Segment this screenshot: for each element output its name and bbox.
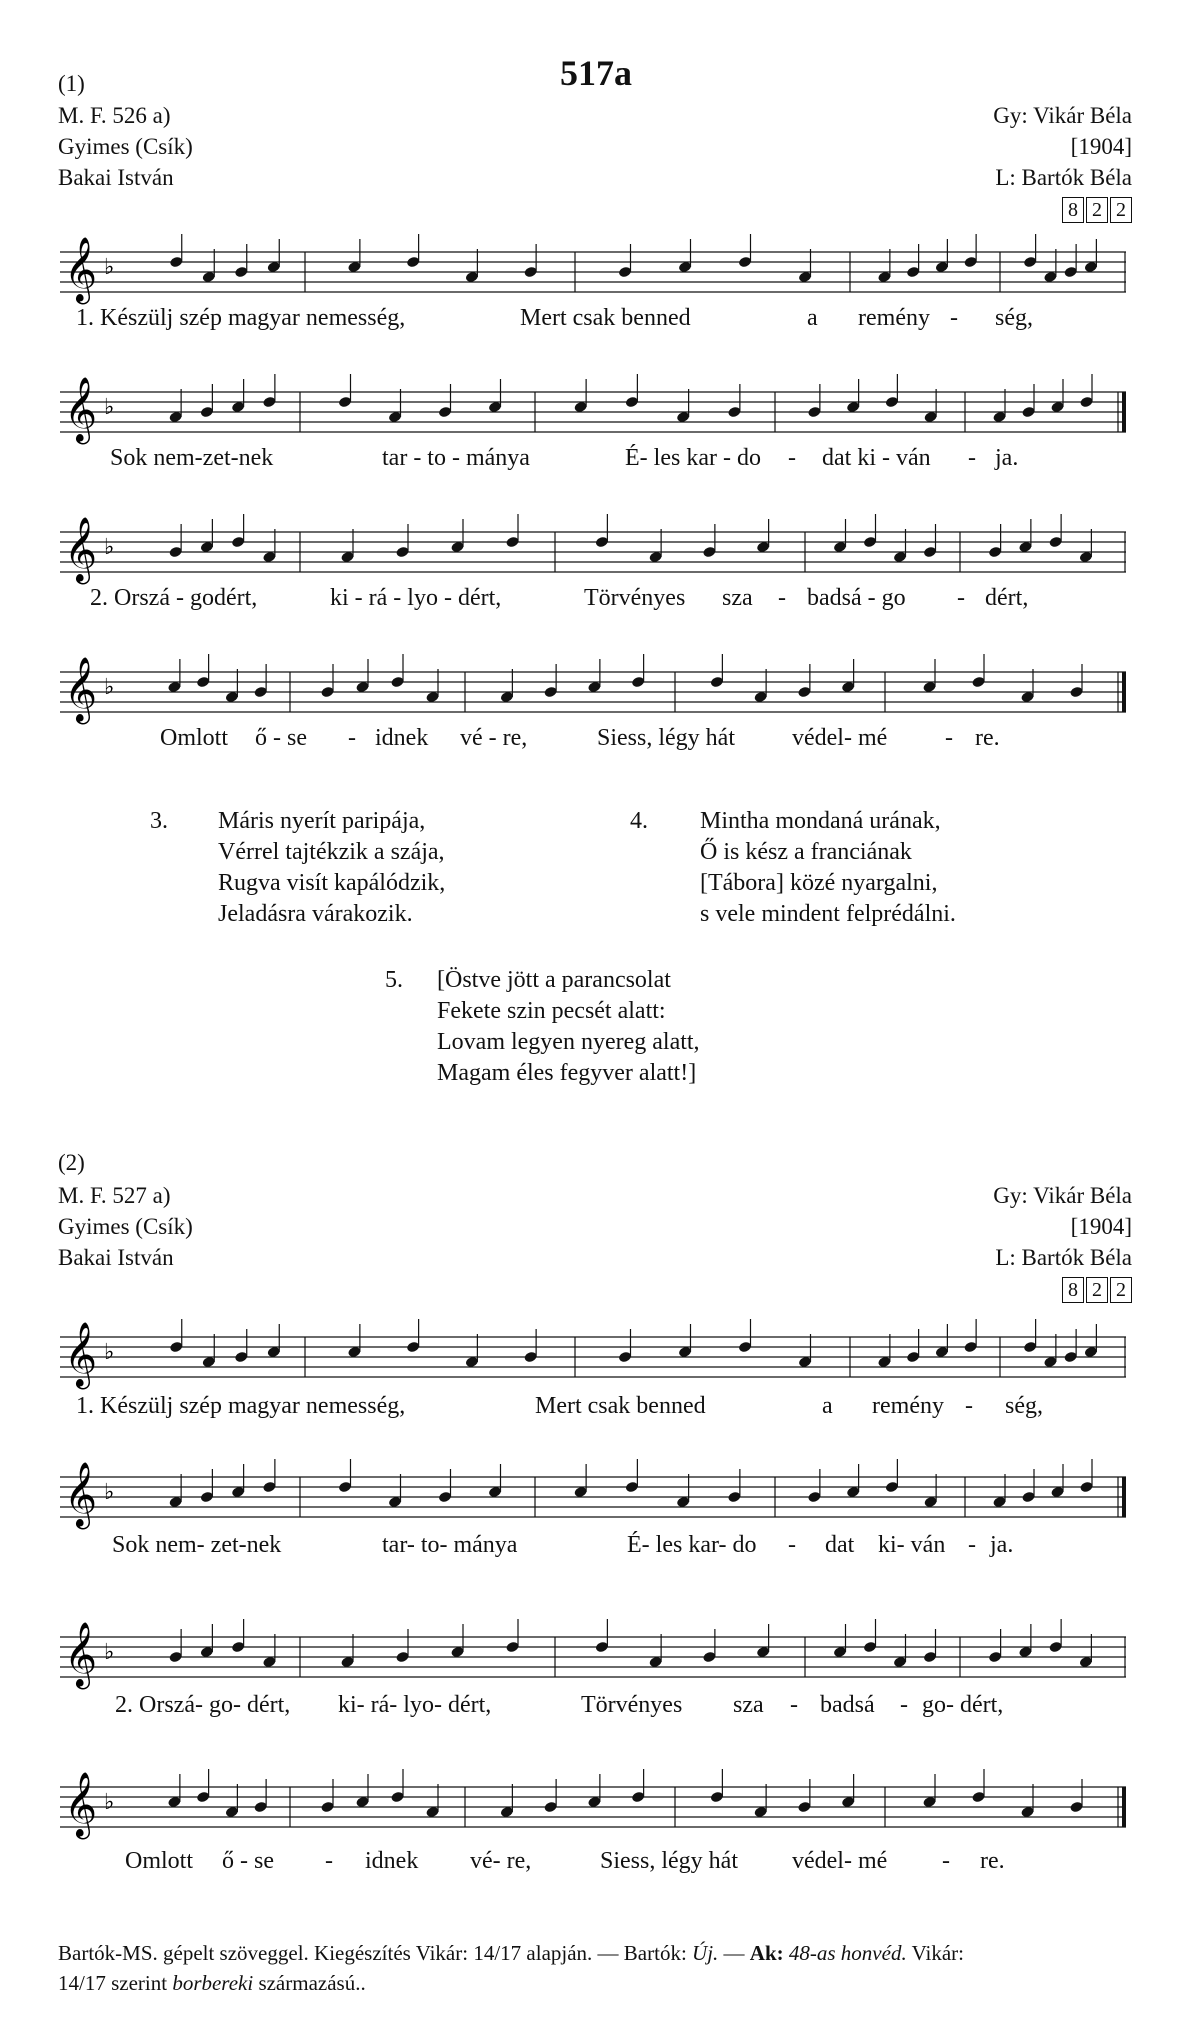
lyric-text: ja. xyxy=(995,445,1019,471)
flat-icon: ♭ xyxy=(104,675,115,700)
music-staff xyxy=(60,372,1126,452)
lyric-text: - xyxy=(778,585,786,611)
lyric-text: remény xyxy=(858,305,930,331)
verse-line: s vele mindent felprédálni. xyxy=(700,901,956,927)
lyric-text: - xyxy=(790,1692,798,1718)
lyric-text: - xyxy=(900,1692,908,1718)
treble-clef-icon: 𝄞 xyxy=(64,1322,98,1387)
lyric-line xyxy=(0,1848,1200,1878)
lyric-text: Omlott xyxy=(125,1848,194,1874)
lyric-text: Törvényes xyxy=(581,1692,683,1718)
lyric-text: ség, xyxy=(1005,1393,1043,1419)
lyric-text: - xyxy=(348,725,356,751)
lyric-text: re. xyxy=(975,725,1000,751)
lyric-text: É- les kar- do xyxy=(627,1532,757,1558)
lyric-text: Siess, légy hát xyxy=(597,725,735,751)
music-staff xyxy=(60,512,1126,592)
rhythm-boxes xyxy=(1062,197,1132,223)
lyric-text: - xyxy=(788,1532,796,1558)
rhythm-box: 8 xyxy=(1062,197,1084,223)
lyric-text: ki- rá- lyo- dért, xyxy=(338,1692,492,1718)
verse-number: 4. xyxy=(630,808,648,834)
rhythm-boxes xyxy=(1062,1277,1132,1303)
verse-line: Magam éles fegyver alatt!] xyxy=(437,1060,697,1086)
flat-icon: ♭ xyxy=(104,255,115,280)
song-number: 517a xyxy=(560,53,632,93)
treble-clef-icon: 𝄞 xyxy=(64,657,98,722)
version1-header-right xyxy=(993,100,1132,224)
flat-icon: ♭ xyxy=(104,1640,115,1665)
collector: Gy: Vikár Béla xyxy=(993,103,1132,128)
lyric-text: védel- mé xyxy=(792,725,888,751)
footnote-italic: Új. xyxy=(692,1941,719,1965)
flat-icon: ♭ xyxy=(104,1340,115,1365)
lyric-text: - xyxy=(965,1393,973,1419)
lyric-text: Omlott xyxy=(160,725,229,751)
rhythm-box: 8 xyxy=(1062,1277,1084,1303)
footnote-text: származású.. xyxy=(253,1971,366,1995)
music-staff xyxy=(60,1457,1126,1537)
lyric-text: Törvényes xyxy=(584,585,686,611)
footnote-bold: Ak: xyxy=(749,1941,784,1965)
rhythm-box: 2 xyxy=(1110,197,1132,223)
lyric-line xyxy=(0,445,1200,475)
lyric-text: vé- re, xyxy=(470,1848,532,1874)
verse-line: [Östve jött a parancsolat xyxy=(437,967,671,993)
catalog-number: M. F. 526 a) xyxy=(58,103,171,128)
verse-line: Rugva visít kapálódzik, xyxy=(218,870,446,896)
lyric-text: 2. Orszá - godért, xyxy=(90,585,258,611)
flat-icon: ♭ xyxy=(104,1790,115,1815)
lyric-text: a xyxy=(807,305,818,331)
verse-number: 3. xyxy=(150,808,168,834)
footnote-italic: 48-as honvéd. xyxy=(788,1941,907,1965)
lyric-text: ő - se xyxy=(255,725,307,751)
lyric-text: Mert csak benned xyxy=(520,305,691,331)
location: Gyimes (Csík) xyxy=(58,134,193,159)
lyric-text: idnek xyxy=(375,725,429,751)
lyric-text: badsá xyxy=(820,1692,875,1718)
lyric-text: dat ki - ván xyxy=(822,445,931,471)
version1-header-left xyxy=(58,100,193,193)
verse-5 xyxy=(437,965,700,1089)
version2-label: (2) xyxy=(58,1150,85,1175)
lyric-text: tar - to - mánya xyxy=(382,445,530,471)
lyric-text: É- les kar - do xyxy=(625,445,761,471)
transcriber: L: Bartók Béla xyxy=(995,165,1132,190)
lyric-text: 1. Készülj szép magyar nemesség, xyxy=(76,305,406,331)
transcriber: L: Bartók Béla xyxy=(995,1245,1132,1270)
footnote-text: — xyxy=(718,1941,750,1965)
lyric-text: ség, xyxy=(995,305,1033,331)
lyric-text: védel- mé xyxy=(792,1848,888,1874)
lyric-text: tar- to- mánya xyxy=(382,1532,518,1558)
lyric-line xyxy=(0,725,1200,755)
lyric-text: - xyxy=(942,1848,950,1874)
performer: Bakai István xyxy=(58,165,174,190)
lyric-text: remény xyxy=(872,1393,944,1419)
year: [1904] xyxy=(1070,134,1132,159)
verse-number: 5. xyxy=(385,967,403,993)
lyric-text: - xyxy=(968,445,976,471)
catalog-number: M. F. 527 a) xyxy=(58,1183,171,1208)
lyric-text: Siess, légy hát xyxy=(600,1848,738,1874)
rhythm-box: 2 xyxy=(1086,197,1108,223)
footnote-text: Vikár: xyxy=(906,1941,964,1965)
lyric-text: a xyxy=(822,1393,833,1419)
verse-line: Lovam legyen nyereg alatt, xyxy=(437,1029,700,1055)
footnote-text: Bartók-MS. gépelt szöveggel. Kiegészítés Vikár: 14/17 alapján. — Bartók: xyxy=(58,1941,693,1965)
treble-clef-icon: 𝄞 xyxy=(64,237,98,302)
rhythm-box: 2 xyxy=(1110,1277,1132,1303)
lyric-line xyxy=(0,305,1200,335)
flat-icon: ♭ xyxy=(104,395,115,420)
lyric-text: idnek xyxy=(365,1848,419,1874)
flat-icon: ♭ xyxy=(104,1480,115,1505)
lyric-text: - xyxy=(957,585,965,611)
lyric-text: - xyxy=(950,305,958,331)
lyric-text: - xyxy=(325,1848,333,1874)
verse-4 xyxy=(700,806,956,930)
verse-line: Ő is kész a franciának xyxy=(700,839,912,865)
lyric-text: sza xyxy=(722,585,753,611)
treble-clef-icon: 𝄞 xyxy=(64,517,98,582)
music-staff xyxy=(60,652,1126,732)
verse-line: Fekete szin pecsét alatt: xyxy=(437,998,666,1024)
performer: Bakai István xyxy=(58,1245,174,1270)
lyric-text: 1. Készülj szép magyar nemesség, xyxy=(76,1393,406,1419)
lyric-text: re. xyxy=(980,1848,1005,1874)
lyric-text: Sok nem-zet-nek xyxy=(110,445,274,471)
lyric-line xyxy=(0,585,1200,615)
music-staff xyxy=(60,232,1126,312)
lyric-text: Sok nem- zet-nek xyxy=(112,1532,282,1558)
year: [1904] xyxy=(1070,1214,1132,1239)
version2-header-left xyxy=(58,1180,193,1273)
verse-line: [Tábora] közé nyargalni, xyxy=(700,870,938,896)
footnote-text: 14/17 szerint xyxy=(58,1971,173,1995)
location: Gyimes (Csík) xyxy=(58,1214,193,1239)
music-staff xyxy=(60,1617,1126,1697)
lyric-text: - xyxy=(945,725,953,751)
music-staff xyxy=(60,1767,1126,1847)
lyric-line xyxy=(0,1393,1200,1423)
version1-label: (1) xyxy=(58,71,85,96)
flat-icon: ♭ xyxy=(104,535,115,560)
footnote-italic: borbereki xyxy=(172,1971,254,1995)
version2-header-right xyxy=(993,1180,1132,1304)
lyric-text: ki- ván xyxy=(878,1532,946,1558)
lyric-text: badsá - go xyxy=(807,585,906,611)
lyric-text: dért, xyxy=(985,585,1029,611)
lyric-text: ja. xyxy=(990,1532,1014,1558)
verse-line: Mintha mondaná urának, xyxy=(700,808,941,834)
treble-clef-icon: 𝄞 xyxy=(64,1622,98,1687)
lyric-line xyxy=(0,1532,1200,1562)
collector: Gy: Vikár Béla xyxy=(993,1183,1132,1208)
verse-3 xyxy=(218,806,445,930)
music-staff xyxy=(60,1317,1126,1397)
treble-clef-icon: 𝄞 xyxy=(64,1462,98,1527)
lyric-text: vé - re, xyxy=(460,725,528,751)
lyric-text: dat xyxy=(825,1532,855,1558)
lyric-text: go- dért, xyxy=(922,1692,1004,1718)
lyric-text: ő - se xyxy=(222,1848,274,1874)
lyric-line xyxy=(0,1692,1200,1722)
lyric-text: - xyxy=(788,445,796,471)
rhythm-box: 2 xyxy=(1086,1277,1108,1303)
lyric-text: - xyxy=(968,1532,976,1558)
treble-clef-icon: 𝄞 xyxy=(64,1772,98,1837)
footnote xyxy=(58,1938,1148,1998)
lyric-text: Mert csak benned xyxy=(535,1393,706,1419)
treble-clef-icon: 𝄞 xyxy=(64,377,98,442)
lyric-text: ki - rá - lyo - dért, xyxy=(330,585,502,611)
lyric-text: 2. Orszá- go- dért, xyxy=(115,1692,291,1718)
verse-line: Vérrel tajtékzik a szája, xyxy=(218,839,445,865)
verse-line: Máris nyerít paripája, xyxy=(218,808,426,834)
verse-line: Jeladásra várakozik. xyxy=(218,901,413,927)
lyric-text: sza xyxy=(733,1692,764,1718)
